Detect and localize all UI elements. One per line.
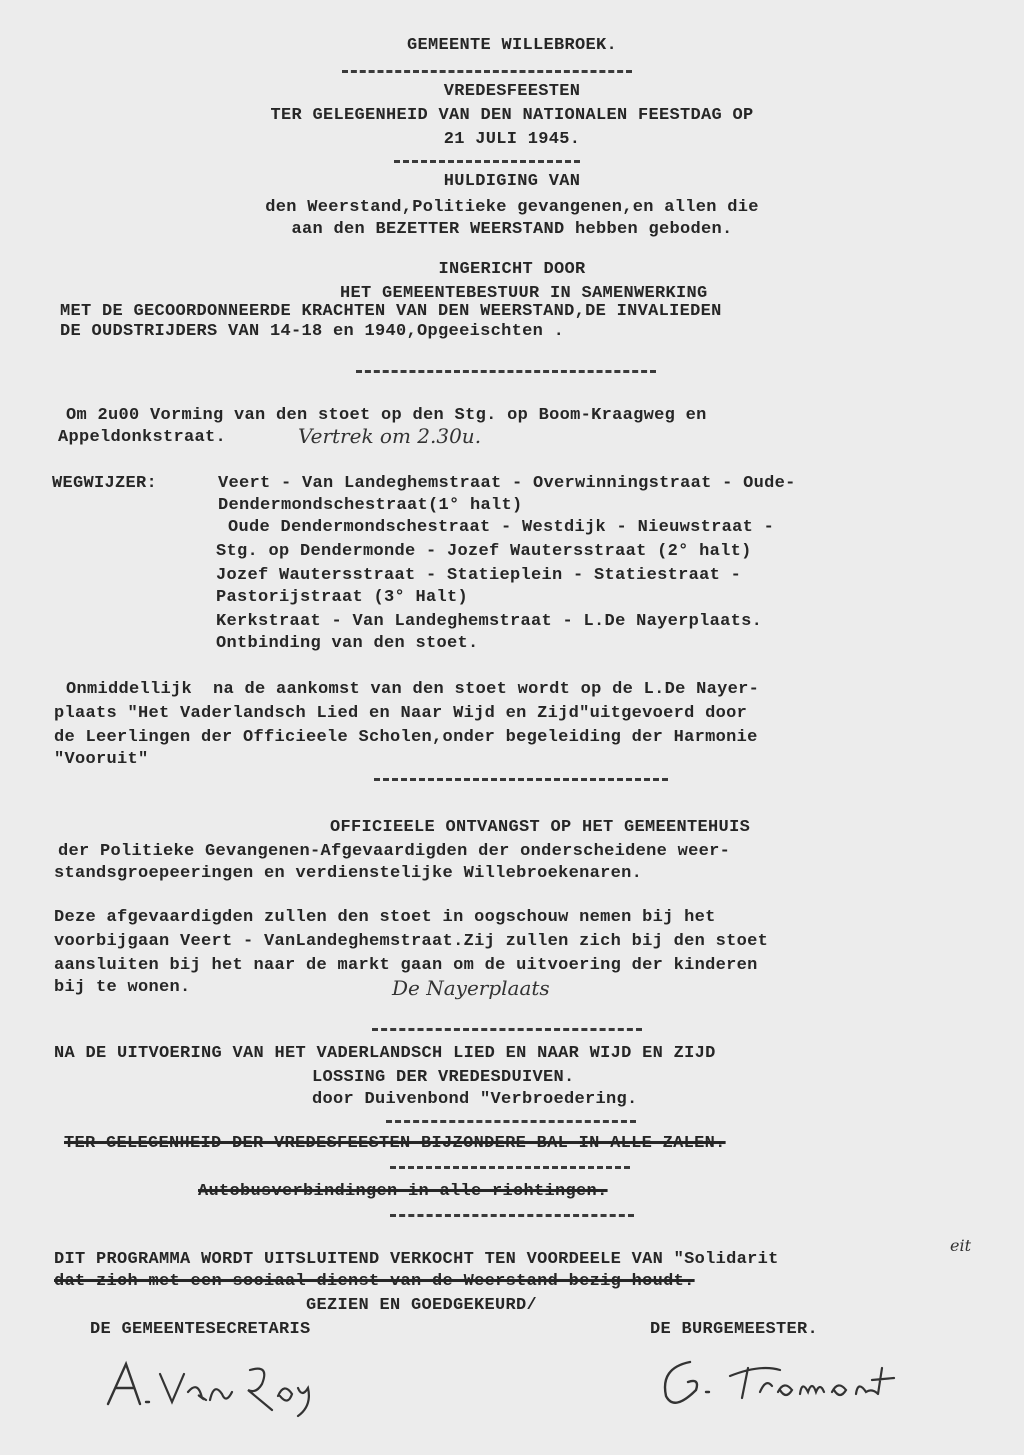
tribute-line: den Weerstand,Politieke gevangenen,en allen die [265, 198, 759, 217]
route-line: Oude Dendermondschestraat - Westdijk - Nieuwstraat - [228, 518, 775, 537]
handwritten-departure-note: Vertrek om 2.30u. [298, 424, 482, 448]
route-line: Dendermondschestraat(1° halt) [218, 496, 523, 515]
route-line: Ontbinding van den stoet. [216, 634, 479, 653]
solidarity-line: DIT PROGRAMMA WORDT UITSLUITEND VERKOCHT TEN VOORDEELE VAN "Solidarit [54, 1250, 779, 1269]
ceremony-line: "Vooruit" [54, 750, 149, 769]
tribute-line: aan den BEZETTER WEERSTAND hebben geboden. [291, 220, 733, 239]
route-line: Pastorijstraat (3° Halt) [216, 588, 469, 607]
route-line: Veert - Van Landeghemstraat - Overwinningstraat - Oude- [218, 474, 796, 493]
municipality-heading: GEMEENTE WILLEBROEK. [406, 36, 618, 55]
tribute-title: HULDIGING VAN [443, 172, 581, 191]
divider [372, 1028, 642, 1031]
delegates-line: Deze afgevaardigden zullen den stoet in oogschouw nemen bij het [54, 908, 716, 927]
delegates-line: bij te wonen. [54, 978, 191, 997]
divider [390, 1214, 634, 1217]
struck-line: dat zich met een sociaal dienst van de Weerstand bezig houdt. [54, 1272, 695, 1291]
reception-line: der Politieke Gevangenen-Afgevaardigden der onderscheidene weer- [58, 842, 731, 861]
organisers-line: HET GEMEENTEBESTUUR IN SAMENWERKING [340, 284, 708, 303]
struck-line: TER GELEGENHEID DER VREDESFEESTEN BIJZONDERE BAL IN ALLE ZALEN. [64, 1134, 726, 1153]
struck-line: Autobusverbindingen in alle richtingen. [198, 1182, 608, 1201]
route-line: Kerkstraat - Van Landeghemstraat - L.De Nayerplaats. [216, 612, 763, 631]
doves-line: NA DE UITVOERING VAN HET VADERLANDSCH LIED EN NAAR WIJD EN ZIJD [54, 1044, 716, 1063]
approval-text: GEZIEN EN GOEDGEKEURD/ [306, 1296, 538, 1315]
divider [390, 1166, 630, 1169]
ceremony-line: Onmiddellijk na de aankomst van den stoet wordt op de L.De Nayer- [66, 680, 760, 699]
secretary-title: DE GEMEENTESECRETARIS [90, 1320, 311, 1339]
mayor-title: DE BURGEMEESTER. [650, 1320, 819, 1339]
reception-line: standsgroepeeringen en verdienstelijke Willebroekenaren. [54, 864, 643, 883]
delegates-line: aansluiten bij het naar de markt gaan om de uitvoering der kinderen [54, 956, 758, 975]
ceremony-line: de Leerlingen der Officieele Scholen,onder begeleiding der Harmonie [54, 728, 758, 747]
delegates-line: voorbijgaan Veert - VanLandeghemstraat.Zij zullen zich bij den stoet [54, 932, 769, 951]
mayor-signature [650, 1346, 930, 1416]
event-title: VREDESFEESTEN [443, 82, 581, 101]
event-occasion: TER GELEGENHEID VAN DEN NATIONALEN FEESTDAG OP [270, 106, 754, 125]
handwritten-correction: De Nayerplaats [392, 976, 550, 1000]
route-line: Stg. op Dendermonde - Jozef Wautersstraat (2° halt) [216, 542, 752, 561]
divider [386, 1120, 636, 1123]
ceremony-line: plaats "Het Vaderlandsch Lied en Naar Wijd en Zijd"uitgevoerd door [54, 704, 748, 723]
divider [356, 370, 656, 373]
organised-by-heading: INGERICHT DOOR [438, 260, 586, 279]
secretary-signature [100, 1352, 340, 1422]
organisers-line: MET DE GECOORDONNEERDE KRACHTEN VAN DEN WEERSTAND,DE INVALIEDEN [60, 302, 722, 321]
doves-line: door Duivenbond "Verbroedering. [312, 1090, 638, 1109]
procession-line: Appeldonkstraat. [58, 428, 227, 447]
divider [342, 70, 632, 73]
divider [374, 778, 668, 781]
doves-line: LOSSING DER VREDESDUIVEN. [312, 1068, 575, 1087]
route-line: Jozef Wautersstraat - Statieplein - Statiestraat - [216, 566, 742, 585]
event-date: 21 JULI 1945. [443, 130, 581, 149]
reception-title: OFFICIEELE ONTVANGST OP HET GEMEENTEHUIS [330, 818, 751, 837]
route-label: WEGWIJZER: [52, 474, 158, 493]
divider [394, 160, 580, 163]
handwritten-suffix: eit [950, 1236, 972, 1255]
organisers-line: DE OUDSTRIJDERS VAN 14-18 en 1940,Opgeeischten . [60, 322, 565, 341]
procession-line: Om 2u00 Vorming van den stoet op den Stg. op Boom-Kraagweg en [66, 406, 707, 425]
